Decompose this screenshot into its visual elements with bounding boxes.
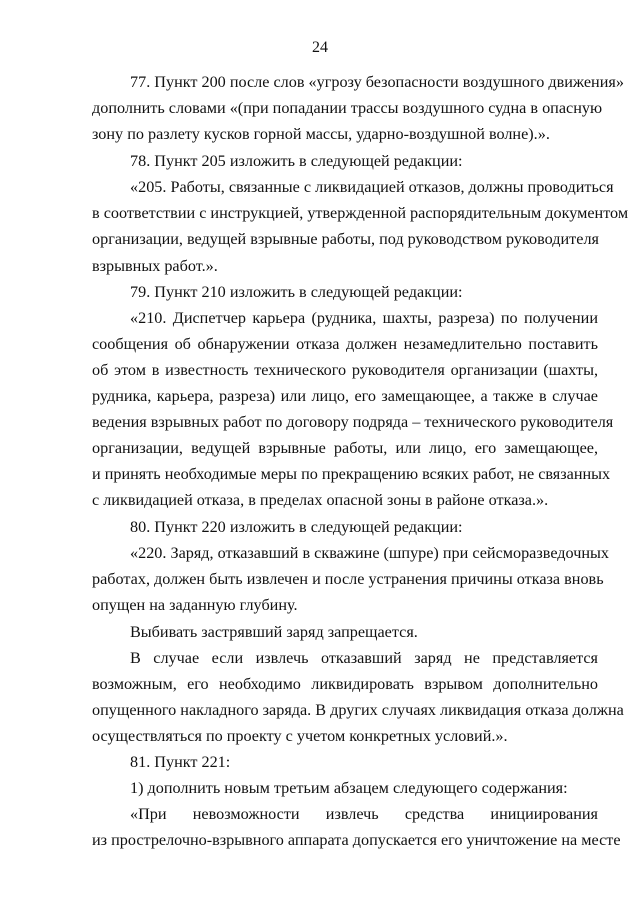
quote-205-line-4: взрывных работ.». <box>92 257 218 275</box>
paragraph-77-line-3: зону по разлету кусков горной массы, ударно-воздушной волне).». <box>92 125 550 143</box>
quote-220-line-3: опущен на заданную глубину. <box>92 596 298 614</box>
quote-210-line-1: «210. Диспетчер карьера (рудника, шахты, разреза) по получении <box>130 309 598 327</box>
paragraph-81-line-1: 81. Пункт 221: <box>130 753 231 771</box>
quote-220-prohibition: Выбивать застрявший заряд запрещается. <box>130 623 418 641</box>
quote-210-line-4: рудника, карьера, разреза) или лицо, его замещающее, а также в случае <box>92 387 598 405</box>
quote-205-line-2: в соответствии с инструкцией, утвержденной распорядительным документом <box>92 204 629 222</box>
quote-220-case-line-3: опущенного накладного заряда. В других случаях ликвидация отказа должна <box>92 701 624 719</box>
quote-205-line-3: организации, ведущей взрывные работы, под руководством руководителя <box>92 230 599 248</box>
quote-210-line-7: и принять необходимые меры по прекращению всяких работ, не связанных <box>92 465 611 483</box>
quote-210-line-3: об этом в известность технического руководителя организации (шахты, <box>92 361 598 379</box>
quote-220-case-line-4: осуществляться по проекту с учетом конкретных условий.». <box>92 727 508 745</box>
paragraph-77-line-1: 77. Пункт 200 после слов «угрозу безопасности воздушного движения» <box>130 73 624 91</box>
quote-220-line-1: «220. Заряд, отказавший в скважине (шпуре) при сейсморазведочных <box>130 544 609 562</box>
paragraph-80-line-1: 80. Пункт 220 изложить в следующей редакции: <box>130 518 463 536</box>
quote-210-line-5: ведения взрывных работ по договору подряда – технического руководителя <box>92 413 614 431</box>
quote-221-line-1: «При невозможности извлечь средства инициирования <box>130 805 598 823</box>
page-number: 24 <box>312 39 328 56</box>
quote-210-line-2: сообщения об обнаружении отказа должен незамедлительно поставить <box>92 335 598 353</box>
quote-210-line-8: с ликвидацией отказа, в пределах опасной зоны в районе отказа.». <box>92 491 549 509</box>
quote-220-case-line-2: возможным, его необходимо ликвидировать взрывом дополнительно <box>92 675 598 693</box>
quote-205-line-1: «205. Работы, связанные с ликвидацией отказов, должны проводиться <box>130 178 614 196</box>
quote-220-line-2: работах, должен быть извлечен и после устранения причины отказа вновь <box>92 570 604 588</box>
quote-220-case-line-1: В случае если извлечь отказавший заряд не представляется <box>130 649 598 667</box>
paragraph-79-line-1: 79. Пункт 210 изложить в следующей редакции: <box>130 283 463 301</box>
paragraph-81-item-1: 1) дополнить новым третьим абзацем следующего содержания: <box>130 779 568 797</box>
paragraph-78-line-1: 78. Пункт 205 изложить в следующей редакции: <box>130 152 463 170</box>
quote-210-line-6: организации, ведущей взрывные работы, или лицо, его замещающее, <box>92 439 598 457</box>
paragraph-77-line-2: дополнить словами «(при попадании трассы воздушного судна в опасную <box>92 99 603 117</box>
quote-221-line-2: из прострелочно-взрывного аппарата допускается его уничтожение на месте <box>92 831 621 849</box>
